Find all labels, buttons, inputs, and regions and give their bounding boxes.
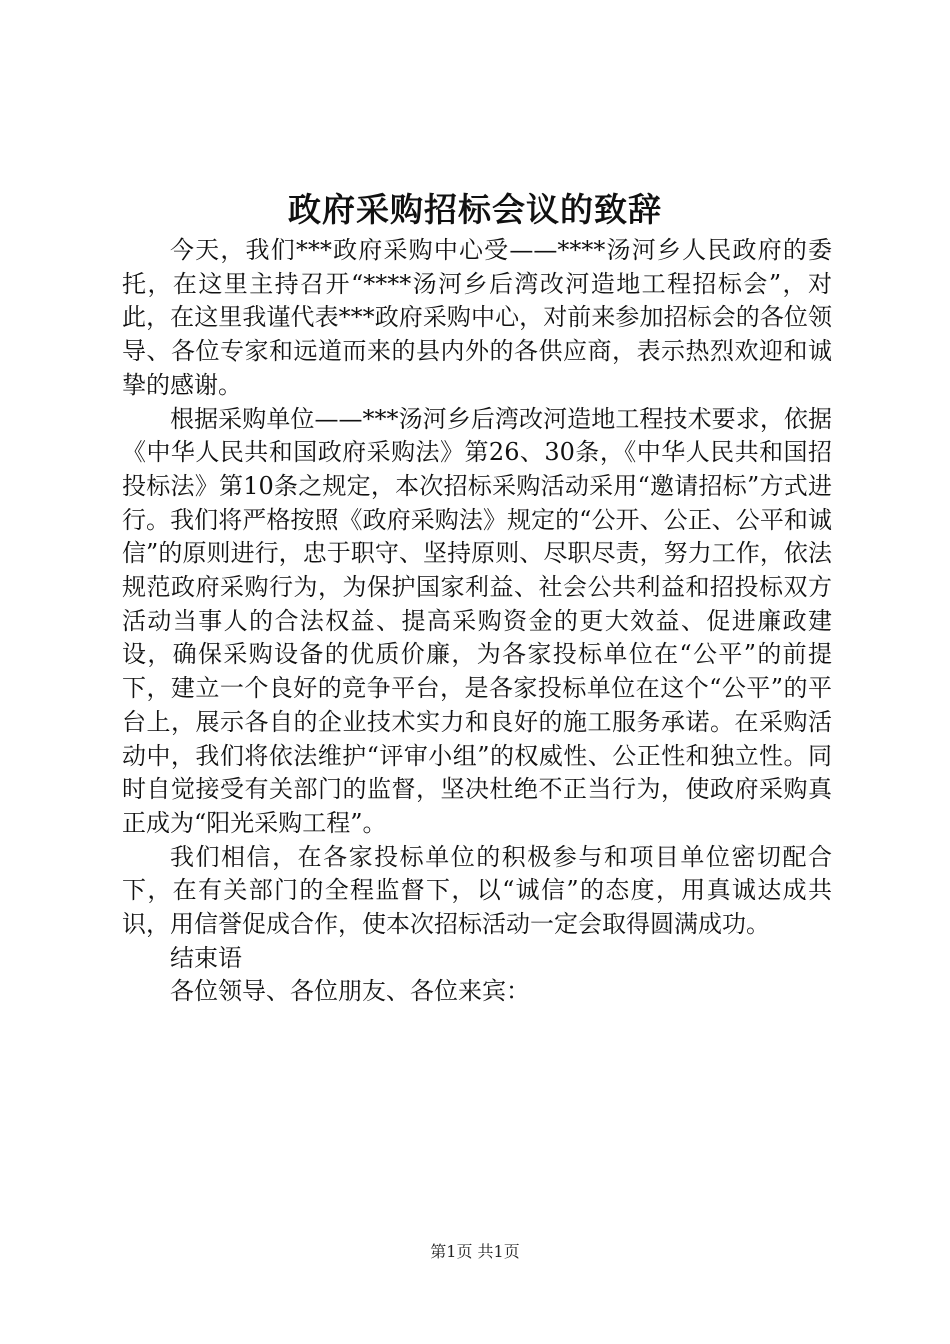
paragraph-section-heading: 结束语 — [170, 943, 242, 972]
page-number-footer: 第1页 共1页 — [430, 1242, 520, 1261]
paragraph-salutation: 各位领导、各位朋友、各位来宾： — [170, 977, 530, 1006]
paragraph-closing-wish: 我们相信，在各家投标单位的积极参与和项目单位密切配合下，在有关部门的全程监督下，以“诚信”的态度，用真诚达成共识，用信誉促成合作，使本次招标活动一定会取得圆满成功。 — [122, 842, 832, 939]
paragraph-opening: 今天，我们***政府采购中心受——****汤河乡人民政府的委托，在这里主持召开“****汤河乡后湾改河造地工程招标会”，对此，在这里我谨代表***政府采购中心，对前来参加招标会的各位领导、各位专家和远道而来的县内外的各供应商，表示热烈欢迎和诚挚的感谢。 — [122, 236, 832, 399]
document-body — [122, 234, 832, 1009]
document-title: 政府采购招标会议的致辞 — [288, 190, 662, 229]
paragraph-procurement-basis: 根据采购单位——***汤河乡后湾改河造地工程技术要求，依据《中华人民共和国政府采购法》第26、30条，《中华人民共和国招投标法》第10条之规定，本次招标采购活动采用“邀请招标”方式进行。我们将严格按照《政府采购法》规定的“公开、公正、公平和诚信”的原则进行，忠于职守、坚持原则、尽职尽责，努力工作，依法规范政府采购行为，为保护国家利益、社会公共利益和招投标双方活动当事人的合法权益、提高采购资金的更大效益、促进廉政建设，确保采购设备的优质价廉，为各家投标单位在“公平”的前提下，建立一个良好的竞争平台，是各家投标单位在这个“公平”的平台上，展示各自的企业技术实力和良好的施工服务承诺。在采购活动中，我们将依法维护“评审小组”的权威性、公正性和独立性。同时自觉接受有关部门的监督，坚决杜绝不正当行为，使政府采购真正成为“阳光采购工程”。 — [122, 404, 832, 837]
